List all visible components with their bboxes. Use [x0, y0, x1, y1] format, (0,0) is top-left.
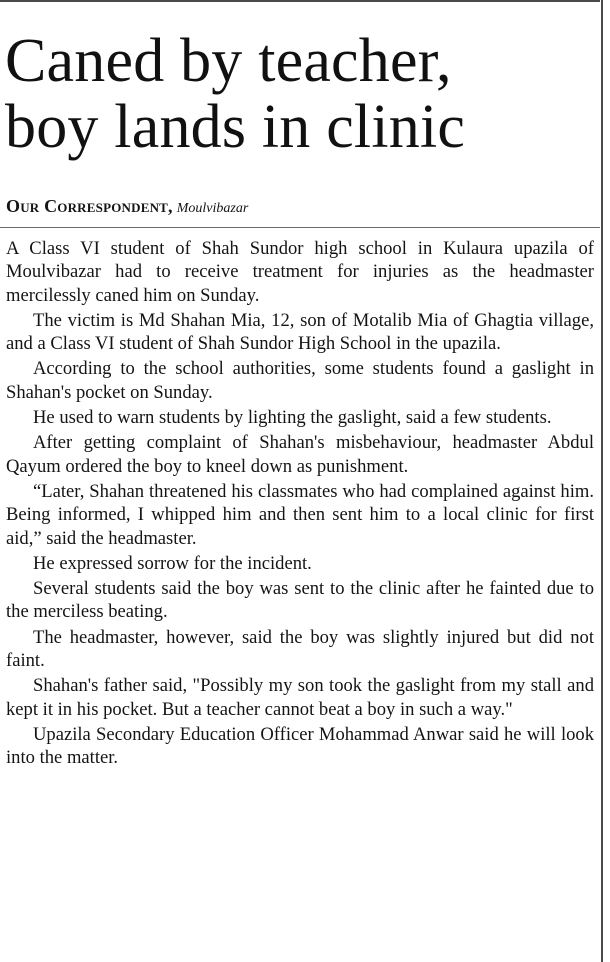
- headline: [5, 28, 601, 160]
- paragraph-10: Shahan's father said, "Possibly my son took the gaslight from my stall and kept it in his pocket. But a teacher cannot beat a boy in such a way.": [6, 675, 594, 720]
- byline-divider: [0, 227, 600, 228]
- headline-line-2: boy lands in clinic: [5, 93, 466, 161]
- paragraph-6: “Later, Shahan threatened his classmates who had complained against him. Being informed, I whipped him and then sent him to a local clinic for first aid,” said the headmaster.: [6, 480, 594, 549]
- article-body: [6, 237, 594, 772]
- top-border-rule: [0, 0, 600, 2]
- paragraph-2: The victim is Md Shahan Mia, 12, son of Motalib Mia of Ghagtia village, and a Class VI student of Shah Sundor High School in the upazila.: [6, 309, 594, 355]
- paragraph-7: He expressed sorrow for the incident.: [33, 552, 312, 574]
- paragraph-3: According to the school authorities, some students found a gaslight in Shahan's pocket on Sunday.: [6, 358, 594, 403]
- paragraph-1: A Class VI student of Shah Sundor high school in Kulaura upazila of Moulvibazar had to receive treatment for injuries as the headmaster mercilessly caned him on Sunday.: [6, 238, 594, 306]
- paragraph-11: Upazila Secondary Education Officer Mohammad Anwar said he will look into the matter.: [6, 723, 594, 769]
- paragraph-9: The headmaster, however, said the boy was slightly injured but did not faint.: [6, 626, 594, 672]
- right-column-rule: [601, 0, 603, 962]
- paragraph-5: After getting complaint of Shahan's misbehaviour, headmaster Abdul Qayum ordered the boy to kneel down as punishment.: [6, 432, 594, 477]
- byline-location: Moulvibazar: [176, 201, 249, 216]
- byline: [6, 196, 248, 219]
- paragraph-4: He used to warn students by lighting the gaslight, said a few students.: [33, 407, 552, 429]
- headline-line-1: Caned by teacher,: [5, 27, 452, 95]
- byline-author: Our Correspondent,: [6, 196, 173, 216]
- paragraph-8: Several students said the boy was sent to the clinic after he fainted due to the merciless beating.: [6, 578, 594, 623]
